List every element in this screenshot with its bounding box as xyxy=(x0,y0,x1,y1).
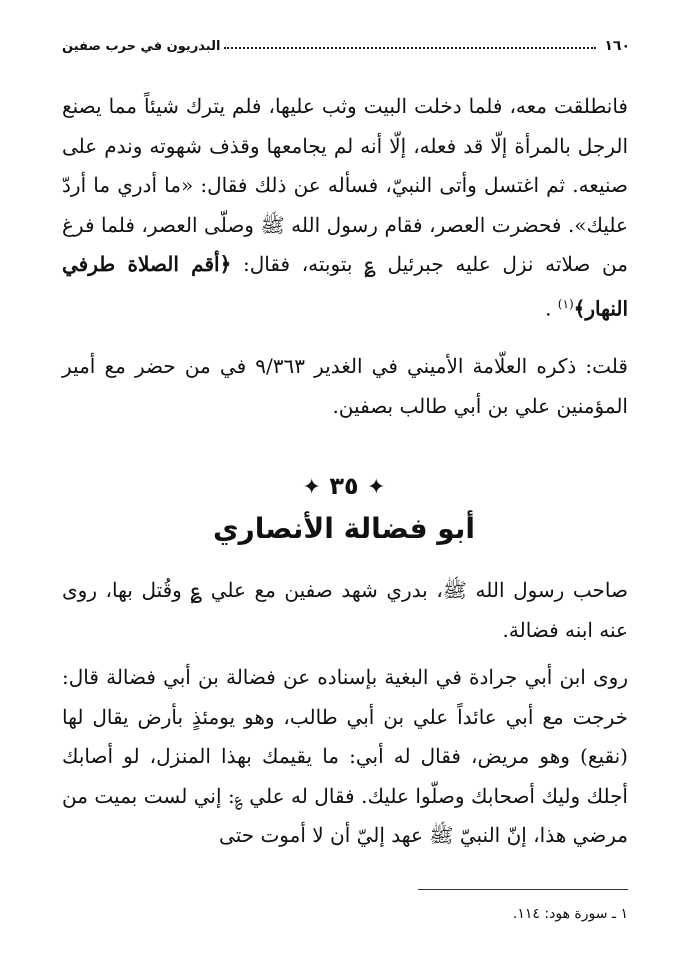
section-number xyxy=(0,472,688,500)
paragraph-text: فانطلقت معه، فلما دخلت البيت وثب عليها، فلم يترك شيئاً مما يصنع الرجل بالمرأة إلّا قد فعله، إلّا أنه لم يجامعها وقذف شهوته وندم على صنيعه. ثم اغتسل وأتى النبيّ، فسأله عن ذلك فقال: «ما أدري ما أردّ عليك». فحضرت العصر، فقام رسول الله ﷺ وصلّى العصر، فلما فرغ من صلاته نزل عليه جبرئيل ؏ بتوبته، فقال: xyxy=(62,94,628,276)
paragraph-biography: صاحب رسول الله ﷺ، بدري شهد صفين مع علي ؏ وقُتل بها، روى عنه ابنه فضالة. xyxy=(62,578,628,642)
paragraph-hadith-story xyxy=(62,87,628,329)
header-dotted-leader xyxy=(224,47,596,49)
paragraph-note: قلت: ذكره العلّامة الأميني في الغدير ٩/٣٦٣ في من حضر مع أمير المؤمنين علي بن أبي طالب بصفين. xyxy=(62,354,628,418)
paragraph-end: . xyxy=(545,296,558,321)
page-number: ١٦٠ xyxy=(604,38,630,54)
quran-quote: ﴿أقم الصلاة طرفي النهار﴾ xyxy=(62,252,628,321)
footnote-reference: (١) xyxy=(557,296,574,311)
footnote-divider xyxy=(418,889,628,890)
paragraph-narration: روى ابن أبي جرادة في البغية بإسناده عن فضالة بن أبي فضالة قال: خرجت مع أبي عائداً علي بن أبي طالب، وهو يومئذٍ بأرض يقال لها (نقيع) وهو مريض، فقال له أبي: ما يقيمك بهذا المنزل، لو أصابك أجلك وليك أصحابك وصلّوا عليك. فقال له علي ؏: إني لست بميت من مرضي هذا، إنّ النبيّ ﷺ عهد إليّ أن لا أموت حتى xyxy=(62,665,628,847)
section-title: أبو فضالة الأنصاري xyxy=(213,512,475,545)
footnote: ١ ـ سورة هود: ١١٤. xyxy=(512,906,628,922)
running-title: البدريون في حرب صفين xyxy=(62,39,221,54)
ornament-icon: ✦ xyxy=(367,475,386,500)
section-number-text: ٣٥ xyxy=(329,472,359,500)
ornament-icon: ✦ xyxy=(302,475,321,500)
running-header xyxy=(62,30,630,54)
